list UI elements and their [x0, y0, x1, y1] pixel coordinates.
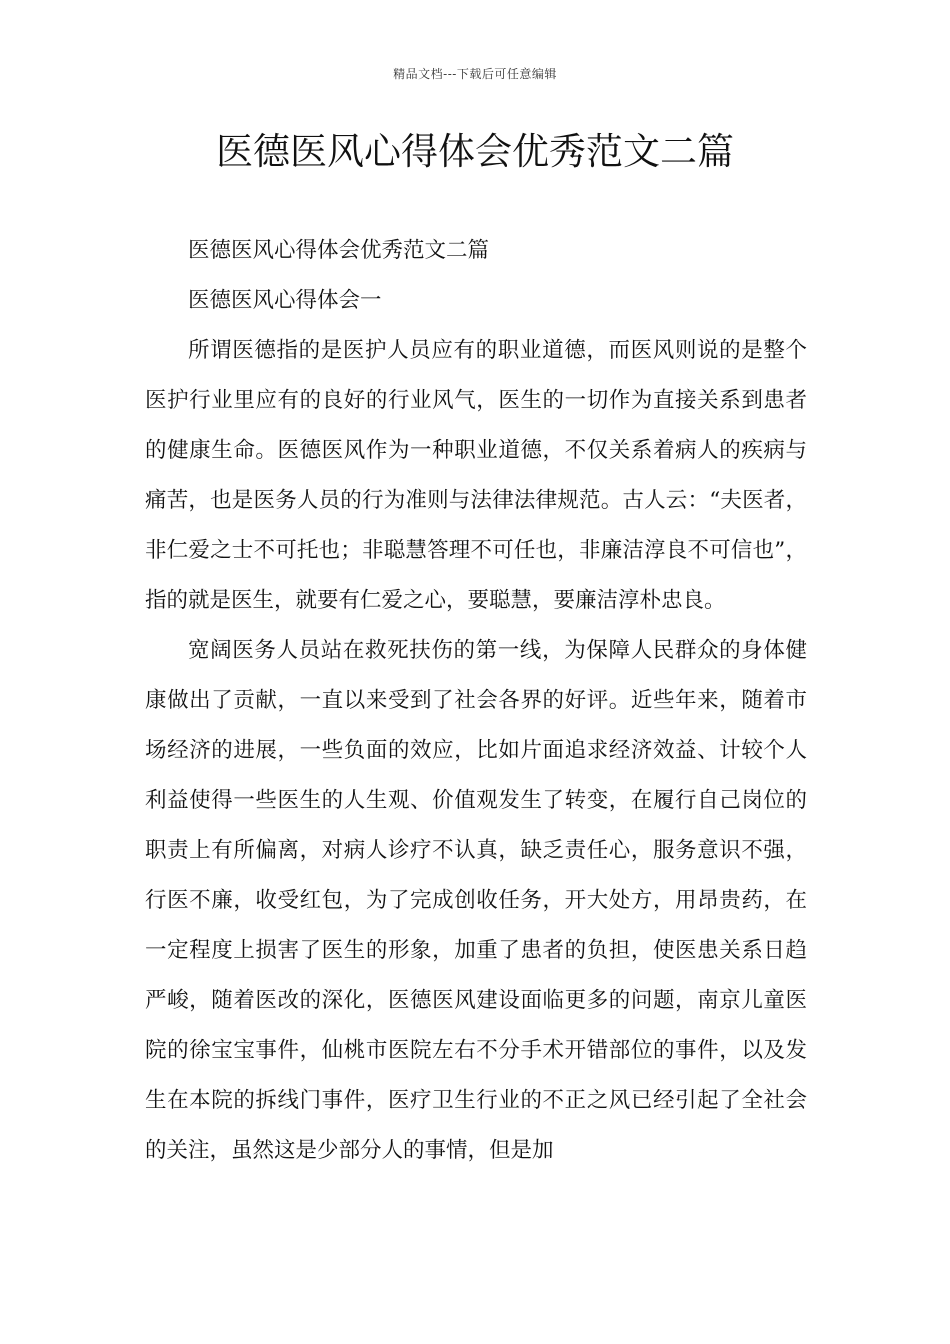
document-body	[145, 226, 807, 1176]
paragraph-subtitle: 医德医风心得体会优秀范文二篇	[188, 238, 490, 263]
paragraph-section-heading: 医德医风心得体会一	[188, 288, 382, 313]
document-title: 医德医风心得体会优秀范文二篇	[216, 130, 734, 173]
header-note: 精品文档---下载后可任意编辑	[393, 67, 557, 81]
paragraph-body-1: 所谓医德指的是医护人员应有的职业道德，而医风则说的是整个医护行业里应有的良好的行业风气，医生的一切作为直接关系到患者的健康生命。医德医风作为一种职业道德，不仅关系着病人的疾病与痛苦，也是医务人员的行为准则与法律法律规范。古人云：“夫医者，非仁爱之士不可托也；非聪慧答理不可任也，非廉洁淳良不可信也”，指的就是医生，就要有仁爱之心，要聪慧，要廉洁淳朴忠良。	[145, 338, 807, 613]
paragraph-body-2: 宽阔医务人员站在救死扶伤的第一线，为保障人民群众的身体健康做出了贡献，一直以来受到了社会各界的好评。近些年来，随着市场经济的进展，一些负面的效应，比如片面追求经济效益、计较个人利益使得一些医生的人生观、价值观发生了转变，在履行自己岗位的职责上有所偏离，对病人诊疗不认真，缺乏责任心，服务意识不强，行医不廉，收受红包，为了完成创收任务，开大处方，用昂贵药，在一定程度上损害了医生的形象，加重了患者的负担，使医患关系日趋严峻，随着医改的深化，医德医风建设面临更多的问题，南京儿童医院的徐宝宝事件，仙桃市医院左右不分手术开错部位的事件，以及发生在本院的拆线门事件，医疗卫生行业的不正之风已经引起了全社会的关注，虽然这是少部分人的事情，但是加	[145, 638, 807, 1163]
